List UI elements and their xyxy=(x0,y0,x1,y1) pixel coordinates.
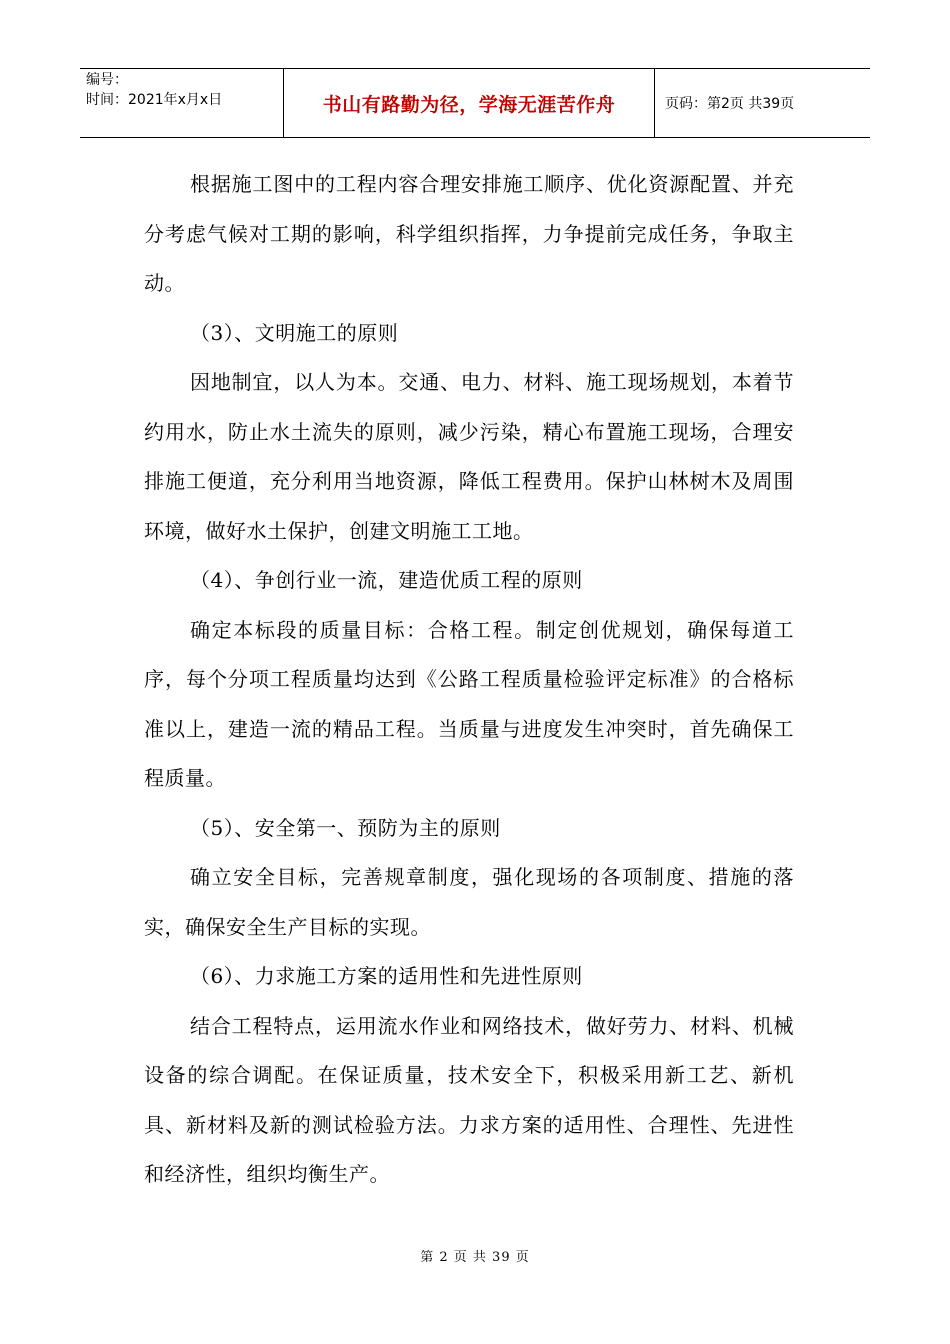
document-body xyxy=(144,160,794,1200)
header-page-cell xyxy=(655,69,870,137)
body-paragraph: 结合工程特点，运用流水作业和网络技术，做好劳力、材料、机械设备的综合调配。在保证质量，技术安全下，积极采用新工艺、新机具、新材料及新的测试检验方法。力求方案的适用性、合理性、先进性和经济性，组织均衡生产。 xyxy=(144,1013,794,1186)
header-page-info: 页码：第2页 共39页 xyxy=(665,96,795,112)
header-motto: 书山有路勤为径，学海无涯苦作舟 xyxy=(322,93,616,116)
page-header xyxy=(80,68,870,138)
body-paragraph: 因地制宜，以人为本。交通、电力、材料、施工现场规划，本着节约用水，防止水土流失的原则，减少污染，精心布置施工现场，合理安排施工便道，充分利用当地资源，降低工程费用。保护山林树木及周围环境，做好水土保护，创建文明施工工地。 xyxy=(144,370,794,543)
document-date: 时间：2021年x月x日 xyxy=(86,92,223,108)
body-paragraph: 确立安全目标，完善规章制度，强化现场的各项制度、措施的落实，确保安全生产目标的实现。 xyxy=(144,865,794,939)
section-heading-applicability: （6）、力求施工方案的适用性和先进性原则 xyxy=(190,964,583,988)
section-heading-safety: （5）、安全第一、预防为主的原则 xyxy=(190,815,501,840)
document-number-label: 编号： xyxy=(86,72,128,88)
section-heading-quality: （4）、争创行业一流，建造优质工程的原则 xyxy=(190,568,583,592)
page-footer: 第 2 页 共 39 页 xyxy=(420,1250,530,1265)
body-paragraph: 确定本标段的质量目标：合格工程。制定创优规划，确保每道工序，每个分项工程质量均达到《公路工程质量检验评定标准》的合格标准以上，建造一流的精品工程。当质量与进度发生冲突时，首先确保工程质量。 xyxy=(144,617,794,790)
body-paragraph: 根据施工图中的工程内容合理安排施工顺序、优化资源配置、并充分考虑气候对工期的影响，科学组织指挥，力争提前完成任务，争取主动。 xyxy=(144,172,794,295)
section-heading-civilized-construction: （3）、文明施工的原则 xyxy=(190,320,399,345)
header-motto-cell xyxy=(284,69,655,137)
header-meta-cell xyxy=(80,69,284,137)
